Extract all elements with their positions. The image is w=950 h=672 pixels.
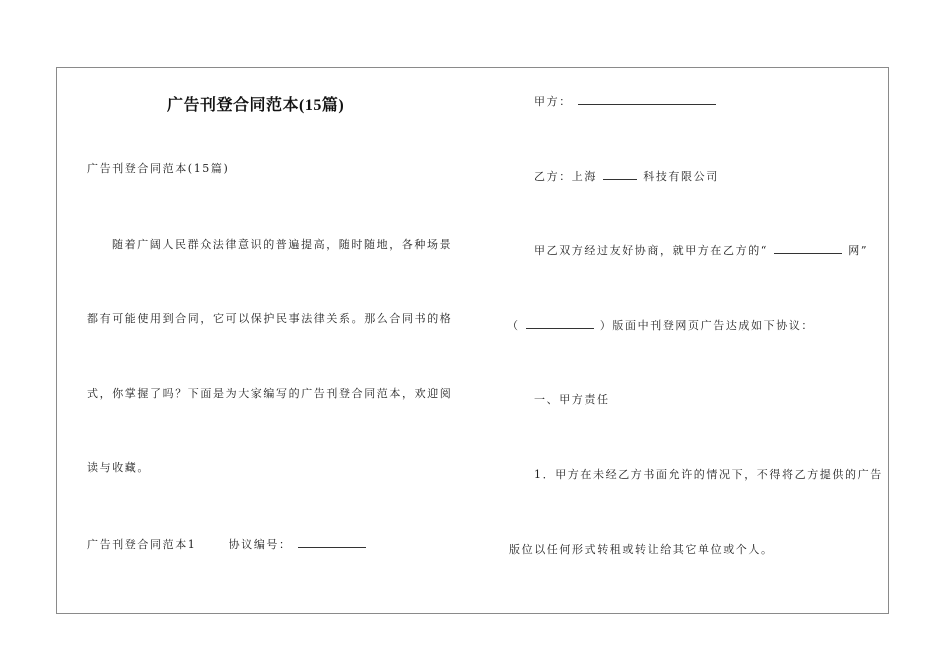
party-b-row	[534, 169, 719, 184]
agreement-number-blank	[298, 537, 366, 548]
sample-label: 广告刊登合同范本1	[87, 538, 197, 551]
left-column	[57, 68, 477, 613]
party-b-suffix: 科技有限公司	[643, 170, 719, 183]
intro-line-3: 式，你掌握了吗？下面是为大家编写的广告刊登合同范本，欢迎阅	[87, 387, 453, 400]
document-page	[56, 67, 889, 614]
intro-line-2: 都有可能使用到合同，它可以保护民事法律关系。那么合同书的格	[87, 312, 453, 325]
party-a-row	[534, 94, 717, 109]
clause-1-line-2: 版位以任何形式转租或转让给其它单位或个人。	[509, 543, 774, 556]
right-column	[487, 68, 887, 613]
intro-line-1: 随着广阔人民群众法律意识的普遍提高，随时随地，各种场景	[112, 238, 453, 251]
negotiation-line-1	[534, 243, 868, 258]
page-section-blank	[526, 318, 594, 329]
negotiation-line-1-suffix: 网”	[848, 244, 869, 257]
negotiation-line-2	[507, 318, 814, 333]
party-b-blank	[603, 169, 637, 180]
negotiation-line-2-suffix: ）版面中刊登网页广告达成如下协议：	[599, 319, 815, 332]
negotiation-line-1-prefix: 甲乙双方经过友好协商，就甲方在乙方的“	[534, 244, 769, 257]
party-b-prefix: 乙方：上海	[534, 170, 597, 183]
clause-1-line-1: 1．甲方在未经乙方书面允许的情况下，不得将乙方提供的广告	[534, 468, 883, 481]
section-1-heading: 一、甲方责任	[534, 393, 610, 406]
document-title: 广告刊登合同范本(15篇)	[167, 97, 345, 114]
intro-line-4: 读与收藏。	[87, 461, 150, 474]
agreement-number-label: 协议编号：	[228, 538, 292, 551]
party-a-blank	[578, 94, 716, 105]
document-subtitle: 广告刊登合同范本(15篇)	[87, 162, 230, 175]
sample-heading-row	[87, 537, 367, 552]
negotiation-line-2-open: （	[507, 319, 520, 332]
party-a-label: 甲方：	[534, 95, 572, 108]
website-name-blank	[774, 243, 842, 254]
